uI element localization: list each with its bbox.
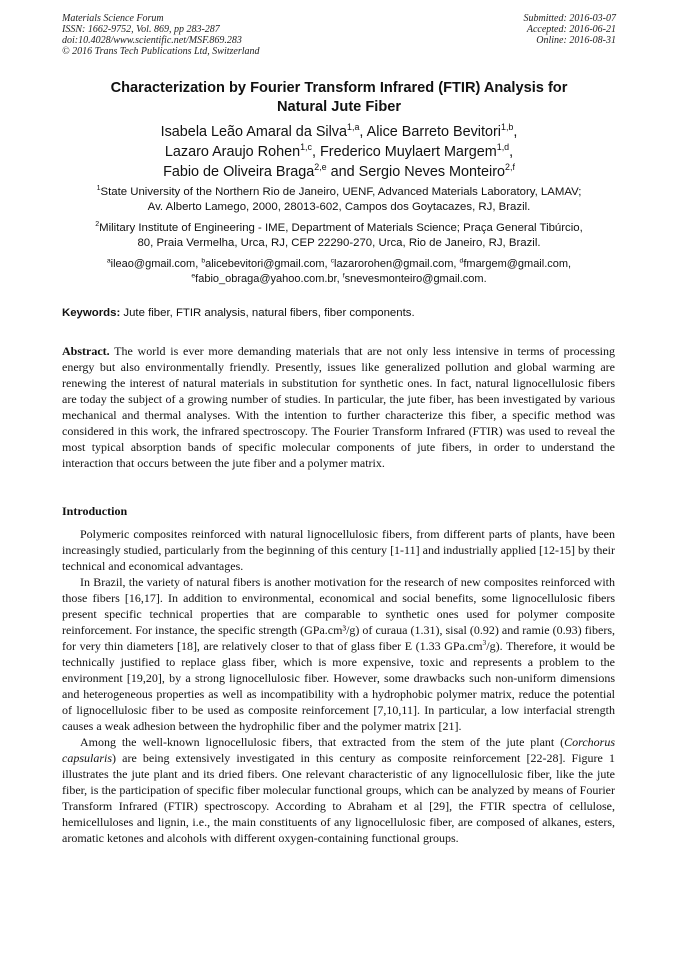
paragraph: In Brazil, the variety of natural fibers is another motivation for the research of new composites reinforced with those fibers [16,17]. In addition to environmental, economical and social benefits, some lignocellulosic fibers present specific technical properties that are comparable to synthetic ones used for polymer composite reinforcement. For instance, the specific strength (GPa.cm³/g) of curaua (1.31), sisal (0.92) and ramie (0.93) fibers, for very thin diameters [18], are relatively closer to that of glass fiber E (1.33 $GPa.cm^3/g$). Therefore, it would be technically justified to replace glass fiber, which is more expensive, toxic and represents a problem to the environment [19,20], by a strong lignocellulosic fiber. However, some drawbacks such non-uniform dimensions and heterogeneous properties as well as incompatibility with a hydrophobic polymer matrix, reduce the potential of lignocellulosic fiber to be used as composite reinforcement [7,10,11]. In particular, a low interfacial strength causes a weak adhesion between the hydrophilic fiber and the polymer matrix [21]. [62,575,615,733]
abstract-text: The world is ever more demanding materials that are not only less intensive in terms of processing energy but also environmentally friendly. Presently, issues like generalized pollution and global warming are renewing the interest of natural materials in substitution for synthetic ones. In fact, natural lignocellulosic fibers are today the subject of a growing number of studies. In particular, the jute fiber, has been investigated by various mechanical and thermal analyses. With the intention to further characterize this fiber, a specific method was considered in this work, the infrared spectroscopy. The Fourier Transform Infrared (FTIR) was used to reveal the most typical absorption bands of specific molecular components of jute fibers, in order to understand the interaction that occurs between the jute fiber and a polymer matrix. [62,344,615,470]
author-name: Frederico Muylaert Margem [319,144,497,160]
author-name: Fabio de Oliveira Braga [163,164,315,180]
author-name: Alice Barreto Bevitori [366,124,501,140]
paragraph: Among the well-known lignocellulosic fibers, that extracted from the stem of the jute plant (Corchorus capsularis) are being extensively investigated in this century as composite reinforcement [22-28]. Figure 1 illustrates the jute plant and its dried fibers. One relevant characteristic of any lignocellulosic fiber, like the jute fiber, is the participation of specific fiber molecular functional groups, which can be analyzed by means of Fourier Transform Infrared (FTIR) spectroscopy. According to Abraham et al [29], the FTIR spectra of cellulose, hemicelluloses and lignin, i.e., the main constituents of any lignocellulosic fiber, are composed of alkanes, esters, aromatic ketones and alcohols with different oxygen-containing functional groups. [62,735,615,845]
section-heading-introduction: Introduction [62,504,128,518]
author-line-3: Fabio de Oliveira Braga$^{2,e}$ and Sergio Neves Monteiro$^{2,f}$ [163,162,515,180]
copyright-line: © 2016 Trans Tech Publications Ltd, Switzerland [62,46,260,57]
title-line-1: Characterization by Fourier Transform Infrared (FTIR) Analysis for [110,80,568,96]
author-affil: 1,a [347,122,360,133]
paragraph: Polymeric composites reinforced with natural lignocellulosic fibers, from different parts of plants, have been increasingly studied, particularly from the beginning of this century [1-11] and industrially applied [12-15] by their technical and economical advantages. [62,527,615,573]
abstract [62,343,615,471]
email-link[interactable]: alicebevitori@gmail.com [205,258,325,270]
author-name: Sergio Neves Monteiro [358,164,506,180]
affiliation-1: $^1$State University of the Northern Rio de Janeiro, UENF, Advanced Materials Laboratory, LAMAV; Av. Alberto Lamego, 2000, 28013-602, Campos dos Goytacazes, RJ, Brazil. [96,185,582,213]
email-link[interactable]: snevesmonteiro@gmail.com [344,272,484,285]
keywords-label: Keywords: [62,307,121,319]
author-affil: 1,b [500,122,514,133]
abstract-label: Abstract. [62,344,110,358]
email-link[interactable]: fmargem@gmail.com [463,258,569,270]
introduction-body [62,526,615,846]
email-link[interactable]: fabio_obraga@yahoo.com.br [195,272,337,285]
author-emails: $^a$ileao@gmail.com, $^b$alicebevitori@gmail.com, $^c$lazarorohen@gmail.com, $^d$fmargem@gmail.com, $^e$fabio_obraga@yahoo.com.br, $^f$snevesmonteiro@gmail.com. [106,257,572,285]
author-affil: 1,d [496,142,510,153]
dates-header [524,13,617,46]
author-name: Isabela Leão Amaral da Silva [160,124,348,140]
author-affil: 2,f [505,162,515,173]
journal-name: Materials Science Forum [62,13,164,24]
keywords-text: Jute fiber, FTIR analysis, natural fibers, fiber components. [120,307,415,319]
author-affil: 2,e [314,162,327,173]
affiliation-2: $^2$Military Institute of Engineering - IME, Department of Materials Science; Praça General Tibúrcio, 80, Praia Vermelha, Urca, RJ, CEP 22290-270, Urca, Rio de Janeiro, RJ, Brazil. [95,221,583,249]
paper-title [62,79,616,117]
keywords [62,306,415,320]
submitted-date: Submitted: 2016-03-07 [523,13,616,24]
author-name: Lazaro Araujo Rohen [164,144,301,160]
journal-header [62,13,260,57]
author-line-1: Isabela Leão Amaral da Silva$^{1,a}$, Alice Barreto Bevitori$^{1,b}$, [160,122,518,140]
author-affil: 1,c [300,142,312,153]
doi-line: doi:10.4028/www.scientific.net/MSF.869.283 [62,35,242,46]
issn-line: ISSN: 1662-9752, Vol. 869, pp 283-287 [62,24,220,35]
online-date: Online: 2016-08-31 [536,35,616,46]
email-link[interactable]: lazarorohen@gmail.com [334,258,454,270]
author-line-2: Lazaro Araujo Rohen$^{1,c}$, Frederico Muylaert Margem$^{1,d}$, [164,142,514,160]
accepted-date: Accepted: 2016-06-21 [526,24,616,35]
species-name: Corchorus capsularis [62,735,615,765]
author-list [62,122,616,182]
email-link[interactable]: ileao@gmail.com [110,258,196,270]
title-line-2: Natural Jute Fiber [276,99,402,115]
